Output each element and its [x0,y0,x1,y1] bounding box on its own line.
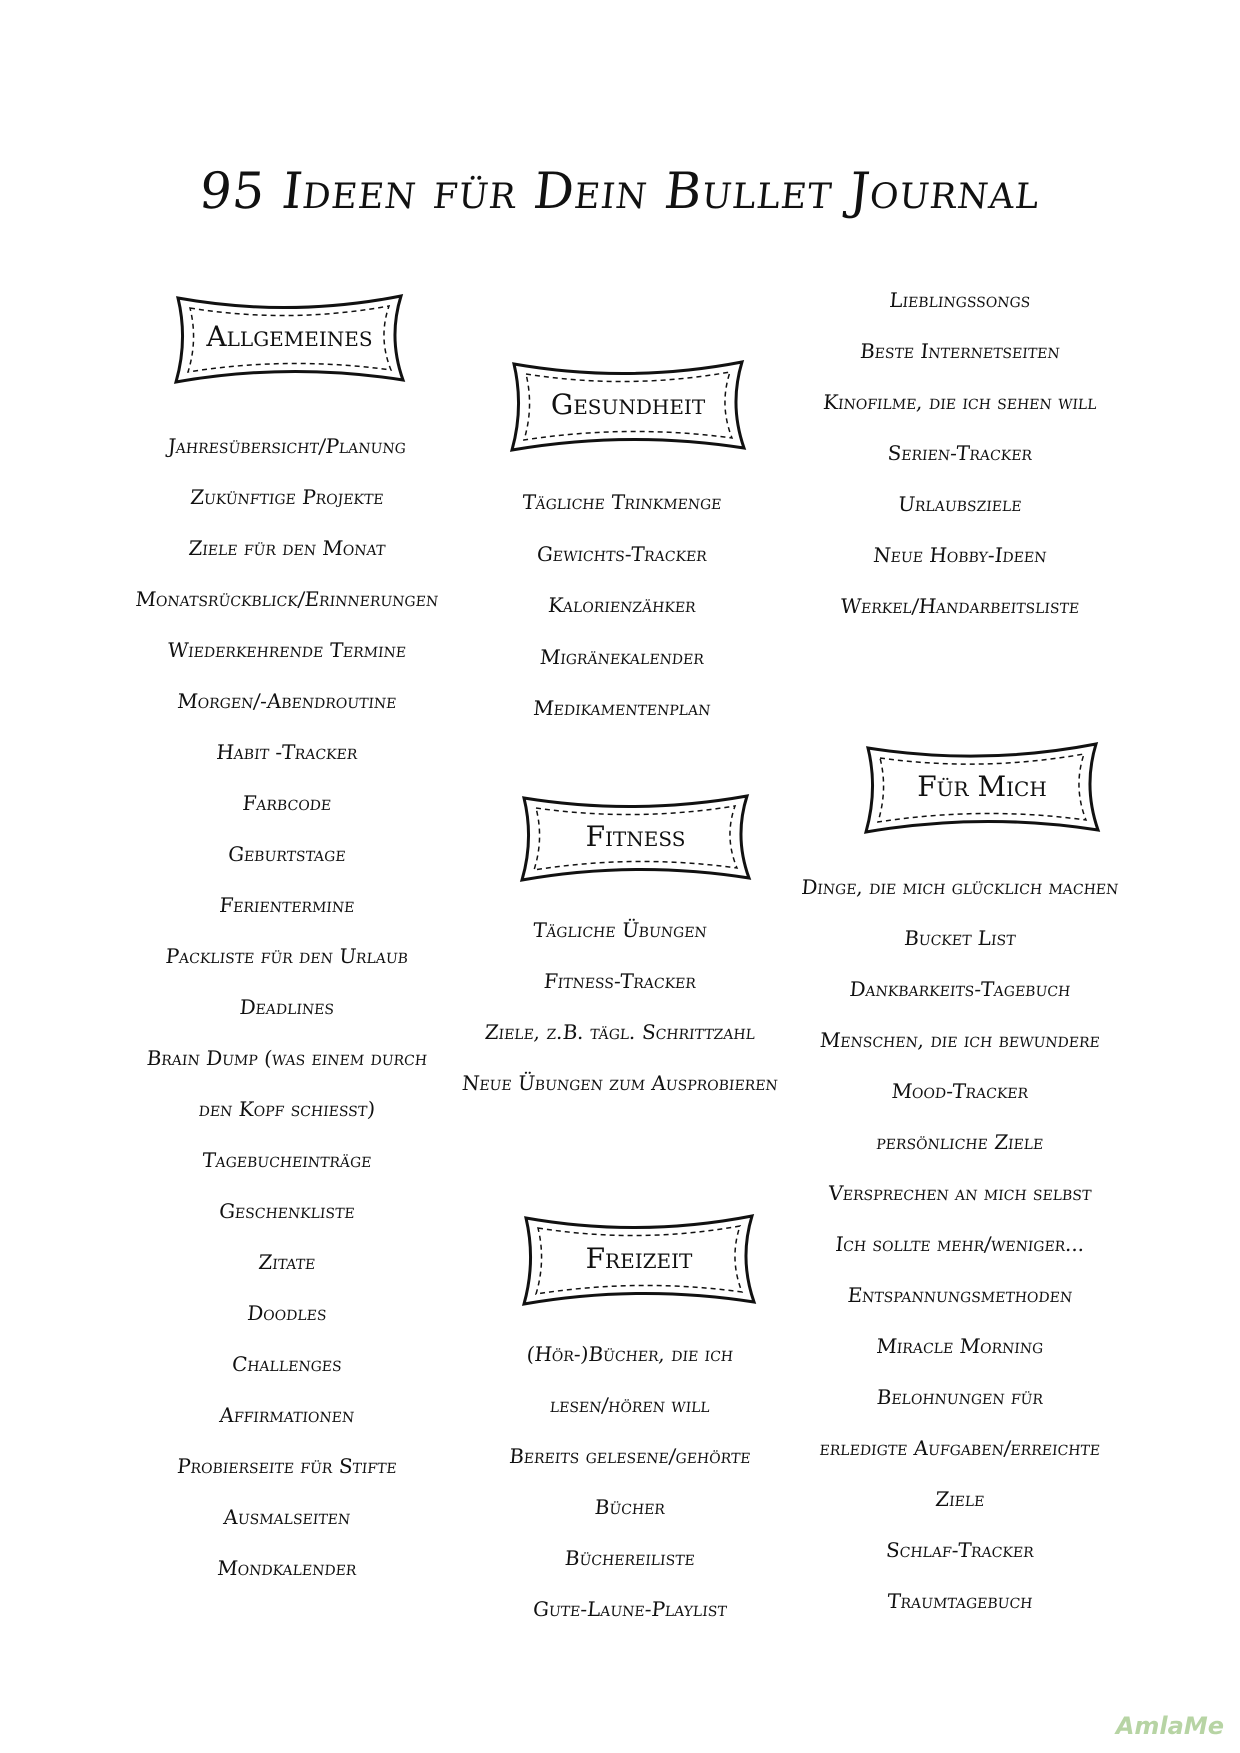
list-item: Büchereiliste [563,1546,697,1570]
watermark-logo: AmlaMe [1115,1712,1224,1740]
list-item: Ich sollte mehr/weniger... [834,1232,1086,1256]
list-item: den Kopf schiesst) [197,1097,377,1121]
list-item: Challenges [231,1352,343,1376]
list-item: Mood-Tracker [890,1079,1030,1103]
banner-label: Gesundheit [550,388,706,421]
list-item: Doodles [246,1301,328,1325]
list-item: Lieblingssongs [888,288,1032,312]
list-item: Probierseite für Stifte [176,1454,398,1478]
list-item: Ferientermine [218,893,356,917]
page-title: 95 Ideen für Dein Bullet Journal [196,162,1044,220]
list-item: lesen/hören will [549,1393,711,1417]
list-item: Dankbarkeits-Tagebuch [848,977,1072,1001]
list-item: Tägliche Trinkmenge [521,490,723,514]
list-item: persönliche Ziele [875,1130,1045,1154]
list-item: Miracle Morning [875,1334,1045,1358]
list-item: Urlaubsziele [897,492,1023,516]
list-item: Ausmalseiten [222,1505,352,1529]
list-item: Medikamentenplan [532,696,712,720]
list-item: Bereits gelesene/gehörte [508,1444,752,1468]
list-item: erledigte Aufgaben/erreichte [818,1436,1102,1460]
list-item: Beste Internetseiten [859,339,1061,363]
list-item: Menschen, die ich bewundere [818,1028,1102,1052]
list-item: Serien-Tracker [886,441,1034,465]
list-item: Gewichts-Tracker [535,541,709,566]
list-item: Neue Hobby-Ideen [872,543,1048,567]
list-item: Morgen/-Abendroutine [176,689,398,713]
list-item: Deadlines [238,995,336,1019]
list-item: Geschenkliste [218,1199,356,1223]
list-item: Kalorienzähker [547,593,697,617]
list-item: Tägliche Übungen [532,918,708,942]
list-item: Traumtagebuch [886,1589,1034,1613]
list-item: Wiederkehrende Termine [166,638,408,662]
list-item: Ziele für den Monat [187,536,387,560]
list-item: Migränekalender [538,644,706,669]
banner-label: Für Mich [917,770,1047,803]
list-item: Geburtstage [227,842,347,866]
list-item: Ziele [934,1487,986,1511]
list-item: Bücher [593,1495,667,1519]
list-item: Bucket List [903,926,1017,950]
banner-gesundheit [508,358,748,452]
list-item: Kinofilme, die ich sehen will [822,390,1098,414]
list-item: Gute-Laune-Playlist [532,1597,728,1621]
list-item: Brain Dump (was einem durch [145,1046,429,1070]
banner-freizeit [520,1212,758,1306]
list-item: Zitate [257,1250,317,1274]
list-item: Packliste für den Urlaub [164,944,410,968]
list-item: Monatsrückblick/Erinnerungen [134,587,440,611]
list-item: Tagebucheinträge [201,1148,373,1172]
list-item: Werkel/Handarbeitsliste [839,594,1081,618]
list-item: Fitness-Tracker [542,969,698,993]
banner-label: Allgemeines [206,320,373,353]
list-item: Ziele, z.B. tägl. Schrittzahl [483,1020,757,1044]
list-item: Belohnungen für [875,1385,1045,1409]
list-item: Farbcode [241,791,333,815]
list-item: Entspannungsmethoden [846,1283,1074,1307]
list-item: Dinge, die mich glücklich machen [800,875,1120,899]
list-item: Affirmationen [218,1403,356,1427]
banner-fitness [518,792,753,882]
banner-label: Fitness [585,820,686,853]
list-item: (Hör-)Bücher, die ich [525,1342,735,1366]
list-item: Versprechen an mich selbst [827,1181,1093,1205]
list-item: Mondkalender [216,1556,358,1580]
list-item: Schlaf-Tracker [885,1538,1035,1562]
list-item: Jahresübersicht/Planung [166,434,408,458]
banner-fuer-mich [862,740,1102,834]
banner-allgemeines [172,292,407,384]
banner-label: Freizeit [585,1242,693,1275]
list-item: Zukünftige Projekte [189,485,385,509]
list-item: Habit -Tracker [215,740,359,764]
list-item: Neue Übungen zum Ausprobieren [461,1071,779,1095]
